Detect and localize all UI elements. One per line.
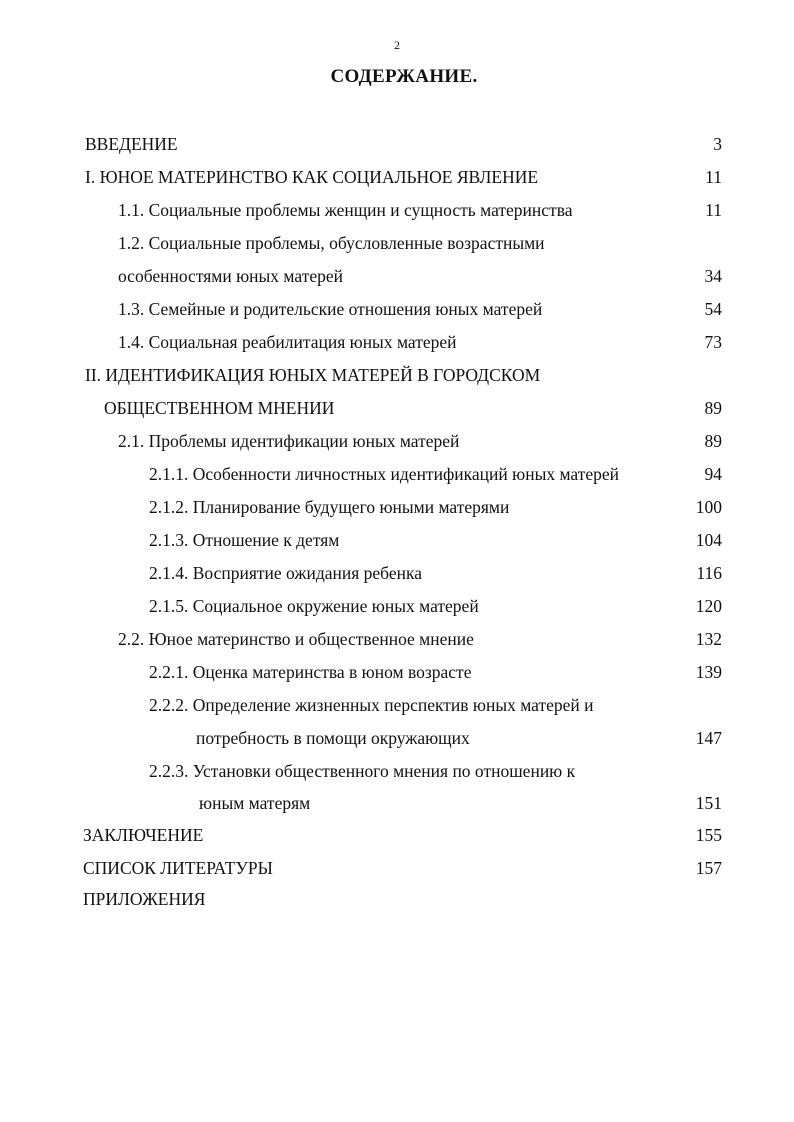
toc-entry-section-2-2: 2.2. Юное материнство и общественное мнение bbox=[118, 629, 474, 649]
toc-entry-subsection-2-1-2: 2.1.2. Планирование будущего юными матерями bbox=[149, 497, 510, 517]
toc-page-number: 11 bbox=[705, 167, 722, 187]
toc-page-number: 3 bbox=[713, 134, 722, 154]
toc-entry-subsection-2-1-1: 2.1.1. Особенности личностных идентификаций юных матерей bbox=[149, 464, 620, 484]
toc-page-number: 89 bbox=[704, 398, 722, 418]
page-number: 2 bbox=[394, 38, 400, 52]
toc-entry-subsection-2-2-2: 2.2.2. Определение жизненных перспектив юных матерей и bbox=[149, 695, 594, 715]
toc-page-number: 73 bbox=[704, 332, 722, 352]
toc-page-number: 34 bbox=[704, 266, 722, 286]
toc-entry-subsection-2-2-1: 2.2.1. Оценка материнства в юном возрасте bbox=[149, 662, 472, 682]
page-title: СОДЕРЖАНИЕ. bbox=[330, 66, 478, 87]
toc-entry-subsection-2-2-3: 2.2.3. Установки общественного мнения по отношению к bbox=[149, 761, 576, 781]
toc-entry-section-1-2: 1.2. Социальные проблемы, обусловленные возрастными bbox=[118, 233, 545, 253]
toc-page-number: 11 bbox=[705, 200, 722, 220]
toc-page-number: 139 bbox=[695, 662, 722, 682]
toc-entry-chapter-2: II. ИДЕНТИФИКАЦИЯ ЮНЫХ МАТЕРЕЙ В ГОРОДСКОМ bbox=[85, 365, 541, 385]
toc-page-number: 104 bbox=[695, 530, 722, 550]
toc-page-number: 157 bbox=[695, 858, 722, 878]
toc-entry-subsection-2-1-3: 2.1.3. Отношение к детям bbox=[149, 530, 340, 550]
toc-entry-conclusion: ЗАКЛЮЧЕНИЕ bbox=[83, 825, 204, 845]
toc-entry-subsection-2-2-2-continued: потребность в помощи окружающих bbox=[196, 728, 470, 748]
toc-entry-references: СПИСОК ЛИТЕРАТУРЫ bbox=[83, 858, 273, 878]
toc-entry-section-1-3: 1.3. Семейные и родительские отношения юных матерей bbox=[118, 299, 543, 319]
toc-page-number: 100 bbox=[695, 497, 722, 517]
toc-page-number: 54 bbox=[704, 299, 722, 319]
toc-entry-section-1-2-continued: особенностями юных матерей bbox=[118, 266, 343, 286]
toc-entry-introduction: ВВЕДЕНИЕ bbox=[85, 134, 178, 154]
toc-page-number: 155 bbox=[695, 825, 722, 845]
toc-page-number: 132 bbox=[695, 629, 722, 649]
toc-page-number: 120 bbox=[695, 596, 722, 616]
toc-page-number: 116 bbox=[696, 563, 722, 583]
toc-page-number: 94 bbox=[704, 464, 722, 484]
toc-page-number: 89 bbox=[704, 431, 722, 451]
toc-entry-subsection-2-1-4: 2.1.4. Восприятие ожидания ребенка bbox=[149, 563, 422, 583]
toc-entry-chapter-1: I. ЮНОЕ МАТЕРИНСТВО КАК СОЦИАЛЬНОЕ ЯВЛЕНИЕ bbox=[85, 167, 539, 187]
toc-entry-appendices: ПРИЛОЖЕНИЯ bbox=[83, 889, 206, 909]
toc-entry-section-1-1: 1.1. Социальные проблемы женщин и сущность материнства bbox=[118, 200, 573, 220]
toc-entry-subsection-2-1-5: 2.1.5. Социальное окружение юных матерей bbox=[149, 596, 479, 616]
toc-entry-chapter-2-continued: ОБЩЕСТВЕННОМ МНЕНИИ bbox=[104, 398, 335, 418]
toc-entry-section-2-1: 2.1. Проблемы идентификации юных матерей bbox=[118, 431, 460, 451]
toc-page-number: 151 bbox=[695, 793, 722, 813]
toc-entry-section-1-4: 1.4. Социальная реабилитация юных матерей bbox=[118, 332, 457, 352]
toc-entry-subsection-2-2-3-continued: юным матерям bbox=[199, 793, 311, 813]
toc-page-number: 147 bbox=[695, 728, 722, 748]
